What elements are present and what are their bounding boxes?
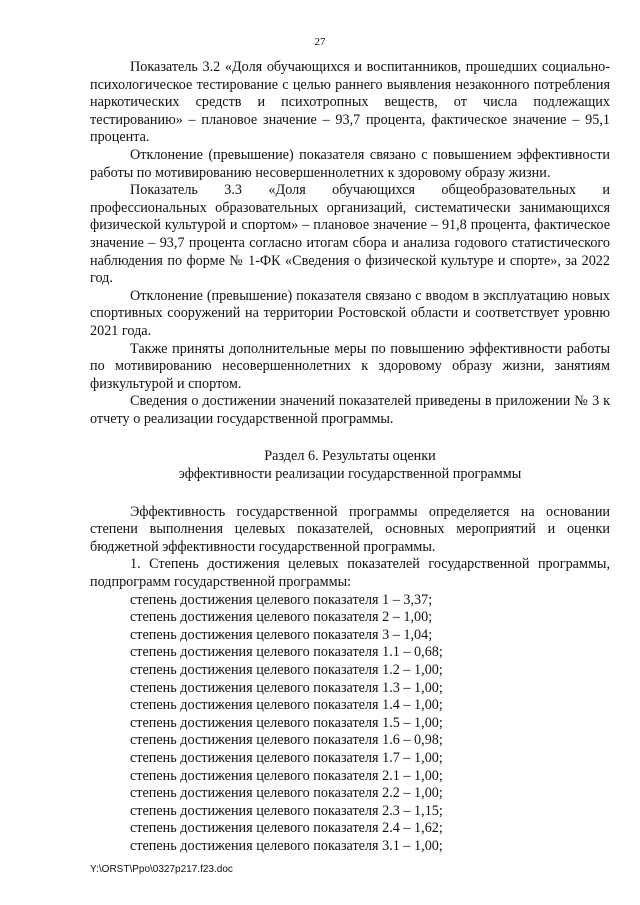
- list-item: степень достижения целевого показателя 3.1 – 1,00;: [130, 837, 443, 854]
- list-item: степень достижения целевого показателя 2 – 1,00;: [130, 609, 433, 626]
- paragraph-indicator-3-3: Показатель 3.3 «Доля обучающихся общеобразовательных и профессиональных образовательных организаций, систематически занимающихся физической культурой и спортом» – плановое значение – 91,8 процента, фактическое значение – 93,7 процента согласно итогам сбора и анализа годового статистического наблюдения по форме № 1-ФК «Сведения о физической культуре и спорте», за 2022 год.: [90, 182, 610, 287]
- footer-file-path: Y:\ORST\Ppo\0327p217.f23.doc: [90, 864, 233, 875]
- list-item: степень достижения целевого показателя 1.3 – 1,00;: [130, 679, 443, 696]
- list-item: степень достижения целевого показателя 1.5 – 1,00;: [130, 714, 443, 731]
- section-title-line2: эффективности реализации государственной программы: [178, 466, 522, 483]
- page-number: 27: [314, 36, 326, 48]
- list-item: степень достижения целевого показателя 2.1 – 1,00;: [130, 767, 443, 784]
- list-item: степень достижения целевого показателя 2.3 – 1,15;: [130, 802, 443, 819]
- document-body: [90, 59, 610, 856]
- list-item: степень достижения целевого показателя 1.6 – 0,98;: [130, 732, 443, 749]
- list-item: степень достижения целевого показателя 2.4 – 1,62;: [130, 820, 443, 837]
- list-item: степень достижения целевого показателя 1 – 3,37;: [130, 591, 433, 608]
- section-title-line1: Раздел 6. Результаты оценки: [264, 448, 436, 465]
- paragraph-targets-intro: 1. Степень достижения целевых показателей государственной программы, подпрограмм государственной программы:: [90, 556, 610, 591]
- paragraph-efficiency-intro: Эффективность государственной программы определяется на основании степени выполнения целевых показателей, основных мероприятий и оценки бюджетной эффективности государственной программы.: [90, 503, 610, 555]
- indicator-list: [90, 592, 610, 856]
- paragraph-deviation-3-3: Отклонение (превышение) показателя связано с вводом в эксплуатацию новых спортивных сооружений на территории Ростовской области и соответствует уровню 2021 года.: [90, 287, 610, 339]
- list-item: степень достижения целевого показателя 1.7 – 1,00;: [130, 749, 443, 766]
- section-heading: [90, 448, 610, 483]
- list-item: степень достижения целевого показателя 2.2 – 1,00;: [130, 785, 443, 802]
- list-item: степень достижения целевого показателя 3 – 1,04;: [130, 626, 433, 643]
- list-item: степень достижения целевого показателя 1.1 – 0,68;: [130, 644, 443, 661]
- paragraph-indicator-3-2: Показатель 3.2 «Доля обучающихся и воспитанников, прошедших социально-психологическое тестирование с целью раннего выявления незаконного потребления наркотических средств и психотропных веществ, от числа подлежащих тестированию» – плановое значение – 93,7 процента, фактическое значение – 95,1 процента.: [90, 59, 610, 146]
- paragraph-appendix-reference: Сведения о достижении значений показателей приведены в приложении № 3 к отчету о реализации государственной программы.: [90, 393, 610, 427]
- paragraph-additional-measures: Также приняты дополнительные меры по повышению эффективности работы по мотивированию несовершеннолетних к здоровому образу жизни, занятиям физкультурой и спортом.: [90, 340, 610, 392]
- list-item: степень достижения целевого показателя 1.2 – 1,00;: [130, 662, 443, 678]
- paragraph-deviation-3-2: Отклонение (превышение) показателя связано с повышением эффективности работы по мотивированию несовершеннолетних к здоровому образу жизни.: [90, 146, 610, 181]
- list-item: степень достижения целевого показателя 1.4 – 1,00;: [130, 697, 443, 714]
